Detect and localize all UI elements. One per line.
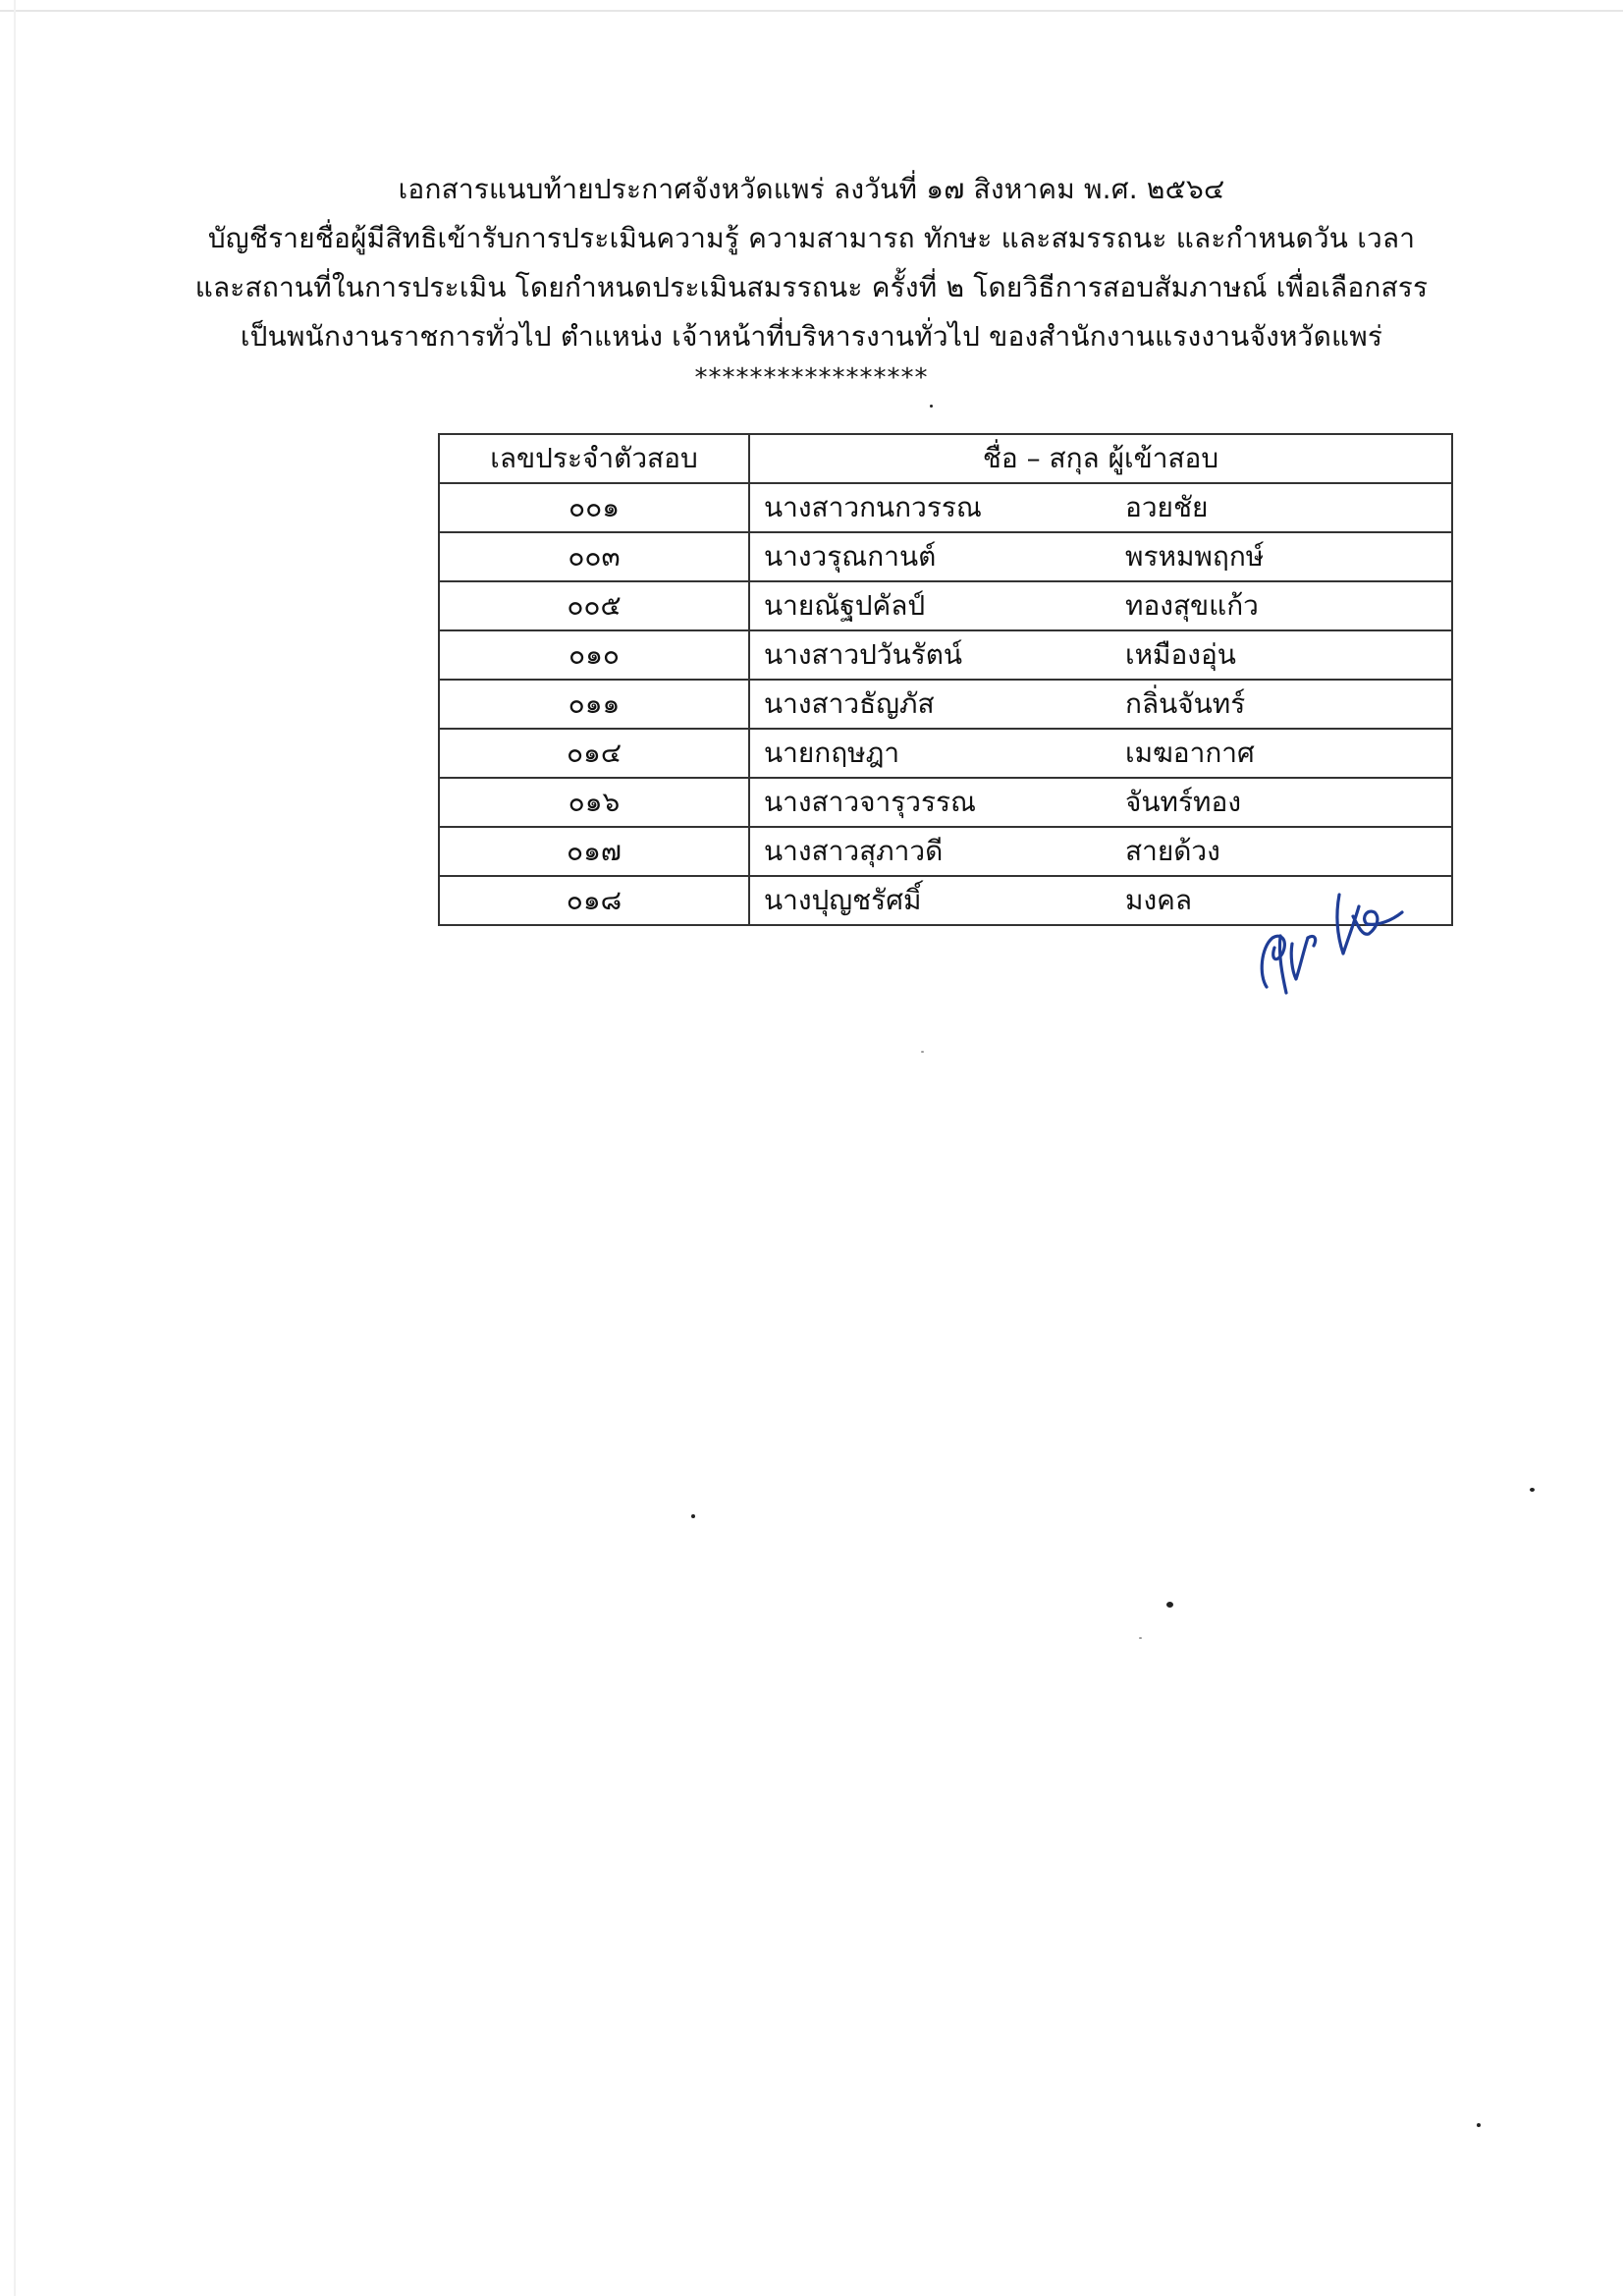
exam-id-cell: ๐๑๐ [439, 630, 749, 680]
last-name-cell: เมฆอากาศ [1125, 729, 1452, 778]
table-row [439, 581, 1452, 630]
candidate-table [438, 433, 1453, 926]
last-name-cell: สายด้วง [1125, 827, 1452, 876]
scan-speck [1166, 1602, 1173, 1608]
last-name-cell: จันทร์ทอง [1125, 778, 1452, 827]
first-name-cell: นางสาวจารุวรรณ [749, 778, 1125, 827]
table-row [439, 680, 1452, 729]
last-name-cell: กลิ่นจันทร์ [1125, 680, 1452, 729]
column-header-full-name: ชื่อ – สกุล ผู้เข้าสอบ [749, 434, 1452, 483]
exam-id-cell: ๐๑๗ [439, 827, 749, 876]
first-name-cell: นางปุญชรัศมิ์ [749, 876, 1125, 925]
first-name-cell: นางสาวปวันรัตน์ [749, 630, 1125, 680]
document-header [0, 165, 1623, 395]
table-row [439, 827, 1452, 876]
last-name-cell: ทองสุขแก้ว [1125, 581, 1452, 630]
header-line-title: เอกสารแนบท้ายประกาศจังหวัดแพร่ ลงวันที่ ๑๗ สิงหาคม พ.ศ. ๒๕๖๔ [398, 173, 1225, 205]
scan-speck [691, 1514, 695, 1518]
first-name-cell: นางสาวกนกวรรณ [749, 483, 1125, 532]
last-name-cell: พรหมพฤกษ์ [1125, 532, 1452, 581]
scan-speck [1139, 1637, 1142, 1639]
last-name-cell: เหมืองอุ่น [1125, 630, 1452, 680]
table-header-row [439, 434, 1452, 483]
handwritten-signature [1249, 877, 1406, 1000]
scan-edge-top [0, 10, 1623, 12]
first-name-cell: นางสาวสุภาวดี [749, 827, 1125, 876]
last-name-cell: อวยชัย [1125, 483, 1452, 532]
exam-id-cell: ๐๑๖ [439, 778, 749, 827]
last-name-cell: มงคล [1125, 876, 1452, 925]
exam-id-cell: ๐๐๓ [439, 532, 749, 581]
first-name-cell: นายกฤษฎา [749, 729, 1125, 778]
exam-id-cell: ๐๑๑ [439, 680, 749, 729]
scan-speck [921, 1051, 924, 1053]
scan-speck [930, 405, 933, 408]
table-row [439, 483, 1452, 532]
header-separator: ***************** [694, 363, 929, 393]
exam-id-cell: ๐๐๑ [439, 483, 749, 532]
first-name-cell: นายณัฐปคัลป์ [749, 581, 1125, 630]
column-header-exam-id: เลขประจำตัวสอบ [439, 434, 749, 483]
table-row [439, 630, 1452, 680]
table-row [439, 532, 1452, 581]
exam-id-cell: ๐๑๔ [439, 729, 749, 778]
table-row [439, 729, 1452, 778]
scan-speck [1477, 2123, 1481, 2127]
first-name-cell: นางสาวธัญภัส [749, 680, 1125, 729]
exam-id-cell: ๐๐๕ [439, 581, 749, 630]
header-line-assessment-method: และสถานที่ในการประเมิน โดยกำหนดประเมินสมรรถนะ ครั้งที่ ๒ โดยวิธีการสอบสัมภาษณ์ เพื่อเลือกสรร [194, 271, 1429, 303]
first-name-cell: นางวรุณกานต์ [749, 532, 1125, 581]
header-line-list-description: บัญชีรายชื่อผู้มีสิทธิเข้ารับการประเมินความรู้ ความสามารถ ทักษะ และสมรรถนะ และกำหนดวัน เวลา [207, 222, 1416, 254]
header-line-position: เป็นพนักงานราชการทั่วไป ตำแหน่ง เจ้าหน้าที่บริหารงานทั่วไป ของสำนักงานแรงงานจังหวัดแพร่ [240, 320, 1383, 353]
exam-id-cell: ๐๑๘ [439, 876, 749, 925]
scan-speck [1530, 1488, 1535, 1492]
table-row [439, 778, 1452, 827]
